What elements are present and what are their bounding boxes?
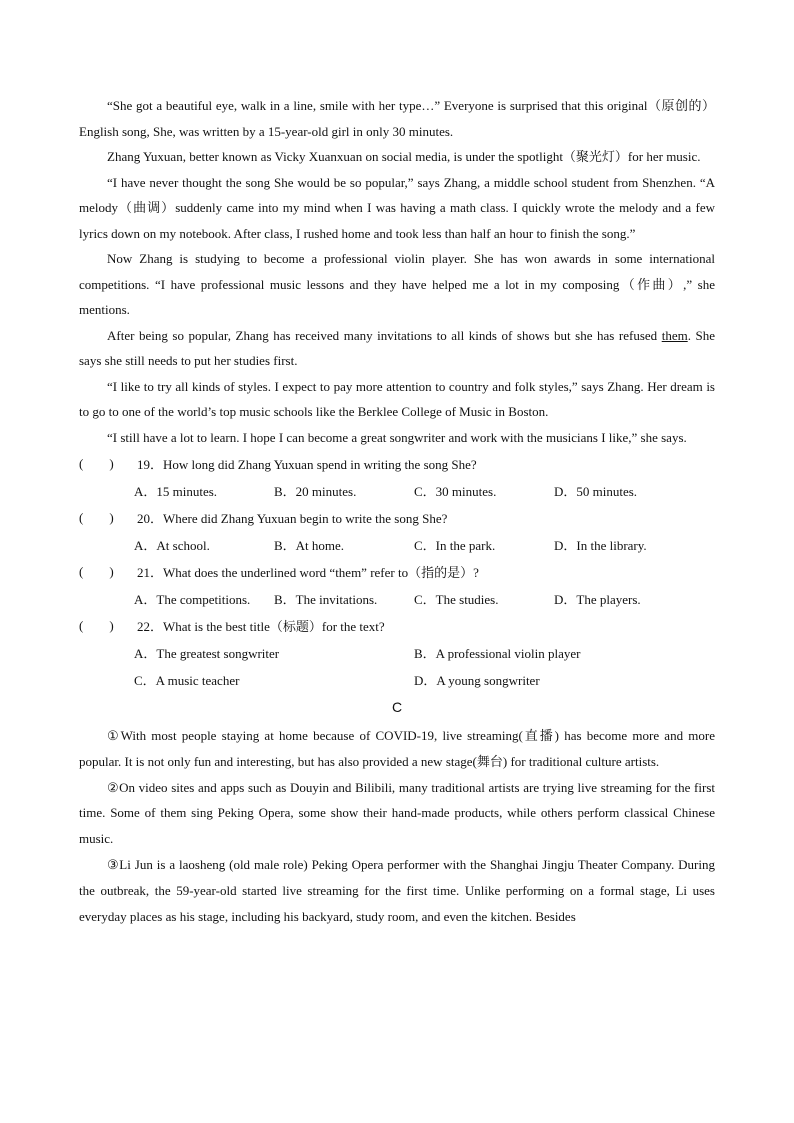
answer-blank[interactable]: ( )	[79, 509, 114, 525]
section-c-heading: C	[391, 699, 403, 715]
exam-page	[79, 93, 715, 929]
passage-c-paragraph-2: ②On video sites and apps such as Douyin and Bilibili, many traditional artists are trying live streaming for the first time. Some of them sing Peking Opera, some show their hand-made products, while others perform classical Chinese music.	[79, 779, 715, 847]
option-a[interactable]: A．15 minutes.	[134, 484, 218, 499]
option-b[interactable]: B．A professional violin player	[414, 646, 581, 661]
option-c[interactable]: C．A music teacher	[134, 673, 240, 688]
option-d[interactable]: D．A young songwriter	[414, 673, 540, 688]
option-b[interactable]: B．At home.	[274, 538, 345, 553]
passage-b-paragraph-6: “I like to try all kinds of styles. I expect to pay more attention to country and folk styles,” says Zhang. Her dream is to go to one of the world’s top music schools like the Berklee College of Music in Boston.	[79, 378, 715, 419]
question-22	[79, 612, 715, 639]
paragraph-5-text-start: After being so popular, Zhang has received many invitations to all kinds of shows but she has refused	[107, 327, 662, 343]
passage-b-paragraph-7: “I still have a lot to learn. I hope I can become a great songwriter and work with the musicians I like,” she says.	[107, 429, 687, 445]
option-d[interactable]: D．50 minutes.	[554, 484, 638, 499]
option-a[interactable]: A．The competitions.	[134, 592, 251, 607]
option-c[interactable]: C．30 minutes.	[414, 484, 497, 499]
question-21-options	[79, 585, 715, 612]
option-d[interactable]: D．The players.	[554, 592, 641, 607]
question-20-options	[79, 531, 715, 558]
passage-b-paragraph-3: “I have never thought the song She would be so popular,” says Zhang, a middle school student from Shenzhen. “A melody（曲调）suddenly came into my mind when I was having a math class. I quickly wrote the melody and a few lyrics down on my notebook. After class, I rushed home and took less than half an hour to finish the song.”	[79, 174, 715, 241]
question-21	[79, 558, 715, 585]
paragraph-5-text-end: . She says she still needs to put her studies first.	[79, 327, 716, 368]
question-text: 22．What is the best title（标题）for the text?	[137, 619, 385, 634]
option-a[interactable]: A．The greatest songwriter	[134, 646, 280, 661]
answer-blank[interactable]: ( )	[79, 455, 114, 471]
option-b[interactable]: B．The invitations.	[274, 592, 378, 607]
question-19	[79, 450, 715, 477]
passage-b-paragraph-1: “She got a beautiful eye, walk in a line, smile with her type…” Everyone is surprised that this original（原创的）English song, She, was written by a 15-year-old girl in only 30 minutes.	[79, 98, 715, 139]
question-22-options-row-1	[79, 639, 715, 666]
passage-c-paragraph-1: ①With most people staying at home because of COVID-19, live streaming(直播) has become more and more popular. It is not only fun and interesting, but has also provided a new stage(舞台) for traditional culture artists.	[79, 728, 715, 769]
passage-b-paragraph-2: Zhang Yuxuan, better known as Vicky Xuanxuan on social media, is under the spotlight（聚光灯）for her music.	[107, 149, 701, 164]
answer-blank[interactable]: ( )	[79, 563, 114, 579]
passage-c-paragraph-3: ③Li Jun is a laosheng (old male role) Peking Opera performer with the Shanghai Jingju Theater Company. During the outbreak, the 59-year-old started live streaming for the first time. Unlike performing on a formal stage, Li uses everyday places as his stage, including his backyard, study room, and even the kitchen. Besides	[79, 856, 715, 924]
answer-blank[interactable]: ( )	[79, 617, 114, 633]
underlined-word-them: them	[661, 327, 688, 343]
passage-b-paragraph-5	[79, 323, 715, 374]
passage-c	[79, 723, 715, 929]
question-text: 20．Where did Zhang Yuxuan begin to write the song She?	[137, 511, 448, 526]
question-text: 19．How long did Zhang Yuxuan spend in writing the song She?	[137, 457, 477, 472]
option-b[interactable]: B．20 minutes.	[274, 484, 357, 499]
question-19-options	[79, 477, 715, 504]
question-text: 21．What does the underlined word “them” refer to（指的是）?	[137, 565, 479, 580]
option-c[interactable]: C．In the park.	[414, 538, 496, 553]
option-a[interactable]: A．At school.	[134, 538, 210, 553]
question-22-options-row-2	[79, 666, 715, 693]
question-20	[79, 504, 715, 531]
option-c[interactable]: C．The studies.	[414, 592, 499, 607]
passage-b-paragraph-4: Now Zhang is studying to become a professional violin player. She has won awards in some international competitions. “I have professional music lessons and they have helped me a lot in my composing（作曲）,” she mentions.	[79, 251, 715, 317]
option-d[interactable]: D．In the library.	[554, 538, 647, 553]
